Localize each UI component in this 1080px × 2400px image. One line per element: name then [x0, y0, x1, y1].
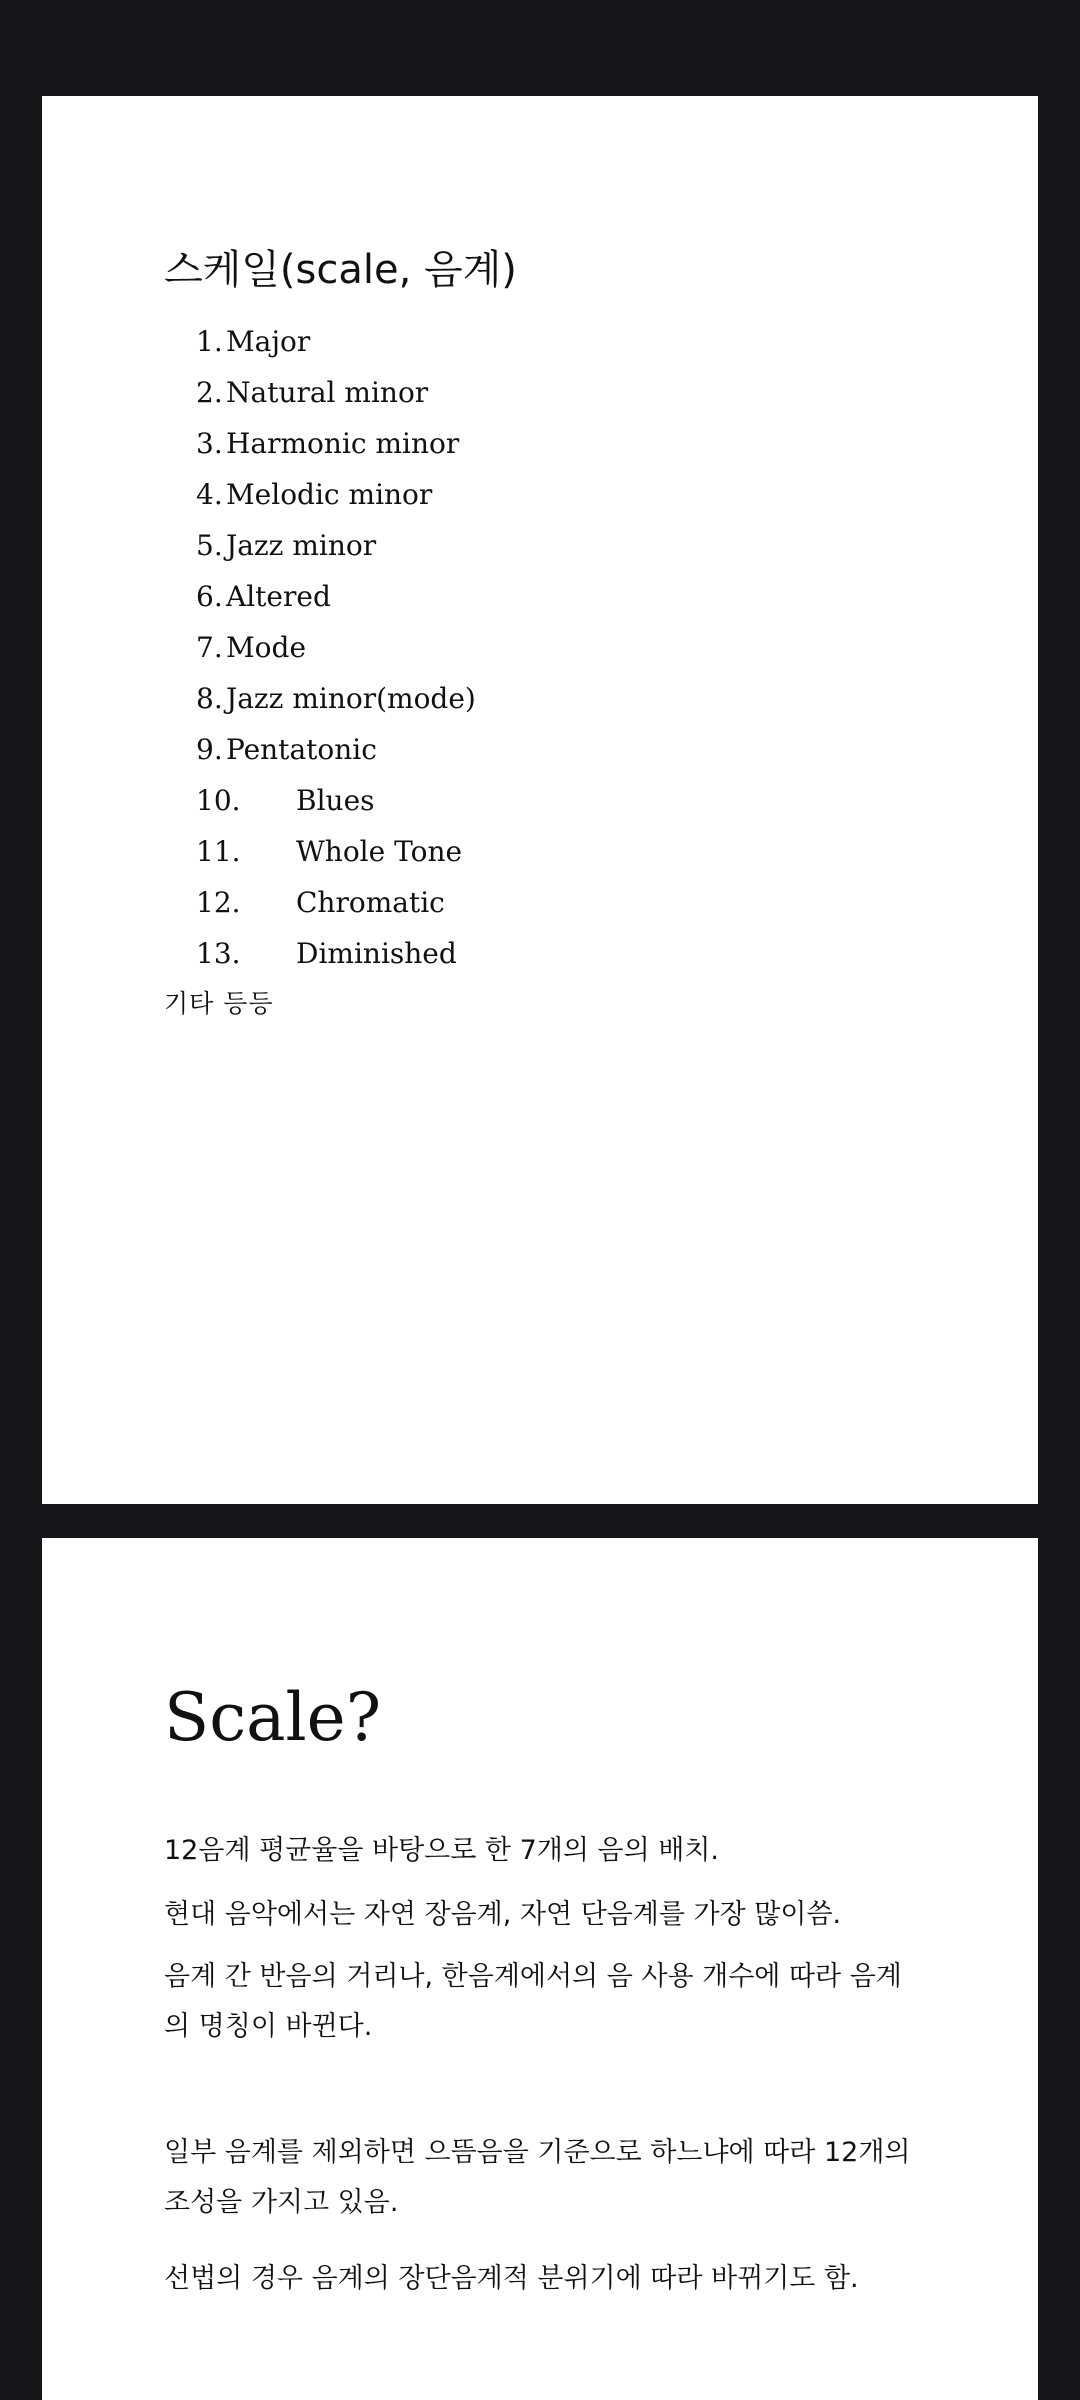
paragraph: 일부 음계를 제외하면 으뜸음을 기준으로 하느냐에 따라 12개의 조성을 가지고 있음.: [164, 2137, 911, 2218]
paragraph: 선법의 경우 음계의 장단음계적 분위기에 따라 바뀌기도 함.: [164, 2263, 859, 2294]
etc-note: 기타 등등: [164, 989, 274, 1018]
list-item-label: Jazz minor: [226, 529, 377, 562]
list-item-number: 3.: [196, 427, 223, 460]
list-item-label: Chromatic: [296, 886, 445, 919]
list-item-number: 12.: [196, 886, 241, 919]
list-item-label: Diminished: [296, 937, 457, 970]
slide-scale-definition: [42, 1538, 1038, 2400]
list-item-label: Natural minor: [226, 376, 429, 409]
list-item-number: 4.: [196, 478, 223, 511]
list-item-number: 1.: [196, 325, 223, 358]
list-item-label: Melodic minor: [226, 478, 433, 511]
list-item-label: Pentatonic: [226, 733, 377, 766]
slide-title: 스케일(scale, 음계): [164, 247, 517, 293]
slide-scale-list: [42, 96, 1038, 1504]
paragraph: 12음계 평균율을 바탕으로 한 7개의 음의 배치.: [164, 1835, 720, 1866]
list-item-label: Major: [226, 325, 311, 358]
list-item-number: 9.: [196, 733, 223, 766]
list-item-number: 10.: [196, 784, 241, 817]
list-item-label: Mode: [226, 631, 307, 664]
list-item-label: Blues: [296, 784, 375, 817]
list-item-label: Jazz minor(mode): [226, 682, 476, 715]
list-item-label: Harmonic minor: [226, 427, 460, 460]
list-item-number: 8.: [196, 682, 223, 715]
list-item-number: 2.: [196, 376, 223, 409]
list-item-number: 7.: [196, 631, 223, 664]
list-item-label: Whole Tone: [296, 835, 463, 868]
list-item-number: 13.: [196, 937, 241, 970]
list-item-number: 6.: [196, 580, 223, 613]
paragraph: 현대 음악에서는 자연 장음계, 자연 단음계를 가장 많이씀.: [164, 1899, 842, 1930]
list-item-number: 11.: [196, 835, 241, 868]
slide-title: Scale?: [164, 1679, 382, 1756]
list-item-label: Altered: [226, 580, 331, 613]
list-item-number: 5.: [196, 529, 223, 562]
paragraph: 음계 간 반음의 거리나, 한음계에서의 음 사용 개수에 따라 음계의 명칭이 바뀐다.: [164, 1961, 902, 2042]
